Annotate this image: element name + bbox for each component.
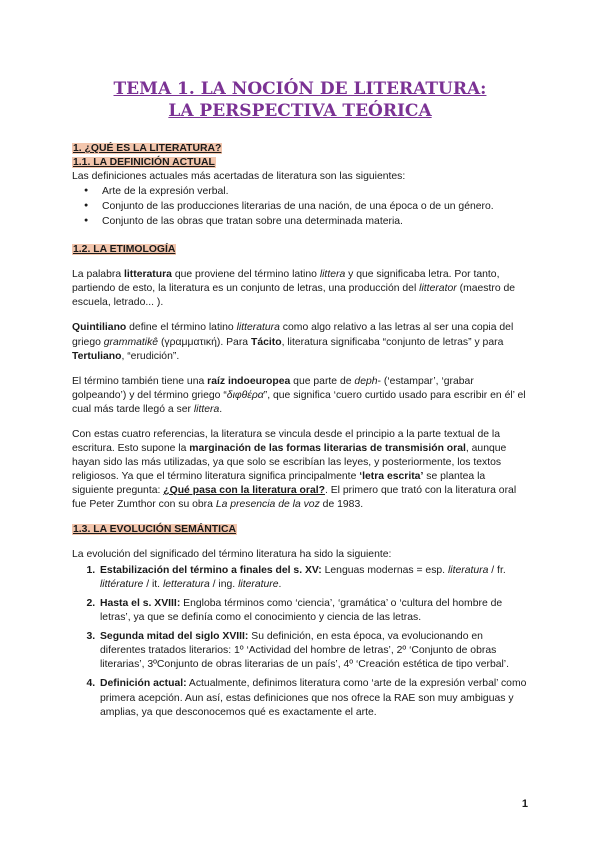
paragraph-etymology-4: Con estas cuatro referencias, la literatura se vincula desde el principio a la parte textual de la escritura. Esto supone la marginación de las formas literarias de transmisión oral, aunque hayan sido las más utilizadas, ya que solo se escribían las leyes, y posteriormente, los textos religiosos. Ya que el término literatura significa principalmente ‘letra escrita’ se plantea la siguiente pregunta: ¿Qué pasa con la literatura oral?. El primero que trató con la literatura oral fue Peter Zumthor con su obra La presencia de la voz de 1983. bbox=[72, 428, 517, 510]
section-heading-1: 1. ¿QUÉ ES LA LITERATURA? bbox=[73, 143, 222, 154]
list-item: 2. Hasta el s. XVIII: Engloba términos como ‘ciencia’, ‘gramática’ o ‘cultura del hombre de letras’, ya que se definía como el conocimiento y ciencia de las letras. bbox=[98, 597, 528, 625]
definitions-intro: Las definiciones actuales más acertadas de literatura son las siguientes: bbox=[72, 171, 406, 183]
page-title bbox=[72, 78, 528, 122]
subsection-heading-1-1: 1.1. LA DEFINICIÓN ACTUAL bbox=[73, 157, 215, 169]
list-item: 3. Segunda mitad del siglo XVIII: Su definición, en esta época, va evolucionando en diferentes tratados literarios: 1º ‘Actividad del hombre de letras’, 2º ‘Conjunto de obras literarias’, 3ºConjunto de obras literarias de un país’, 4º ‘Creación estética de tipo verbal’. bbox=[98, 630, 528, 672]
subsection-heading-1-3: 1.3. LA EVOLUCIÓN SEMÁNTICA bbox=[73, 524, 236, 536]
evolution-intro: La evolución del significado del término literatura ha sido la siguiente: bbox=[72, 549, 392, 561]
document-body bbox=[72, 142, 528, 725]
evolution-list bbox=[72, 564, 528, 719]
title-line-1: TEMA 1. LA NOCIÓN DE LITERATURA: bbox=[113, 79, 487, 99]
page-number: 1 bbox=[521, 798, 528, 810]
list-item: ● Conjunto de las obras que tratan sobre una determinada materia. bbox=[90, 215, 528, 229]
paragraph-etymology-3: El término también tiene una raíz indoeuropea que parte de deph- (‘estampar’, ‘grabar golpeando’) y del término griego “διφθέρα”, que significa ‘cuero curtido usado para escribir en él’ el cual más tarde llegó a ser littera. bbox=[72, 375, 526, 415]
list-item: ● Arte de la expresión verbal. bbox=[90, 185, 528, 199]
subsection-heading-1-2: 1.2. LA ETIMOLOGÍA bbox=[73, 244, 176, 256]
title-line-2: LA PERSPECTIVA TEÓRICA bbox=[168, 101, 432, 122]
list-item: 4. Definición actual: Actualmente, definimos literatura como ‘arte de la expresión verbal’ como primera acepción. Aun así, estas definiciones que nos ofrece la RAE son muy ambiguas y amplias, ya que desconocemos qué es exactamente el arte. bbox=[98, 677, 528, 719]
list-item: 1. Estabilización del término a finales del s. XV: Lenguas modernas = esp. literatura / fr. littérature / it. letteratura / ing. literature. bbox=[98, 564, 528, 592]
list-item: ● Conjunto de las producciones literarias de una nación, de una época o de un género. bbox=[90, 200, 528, 214]
paragraph-etymology-2: Quintiliano define el término latino litteratura como algo relativo a las letras al ser una copia del griego grammatikê (γραμματική). Para Tácito, literatura significaba “conjunto de letras” y para Tertuliano, “erudición”. bbox=[72, 322, 514, 362]
definitions-list bbox=[72, 185, 528, 229]
paragraph-etymology-1: La palabra litteratura que proviene del término latino littera y que significaba letra. Por tanto, partiendo de esto, la literatura es un conjunto de letras, una producción del litterator (maestro de escuela, letrado... ). bbox=[72, 269, 516, 309]
